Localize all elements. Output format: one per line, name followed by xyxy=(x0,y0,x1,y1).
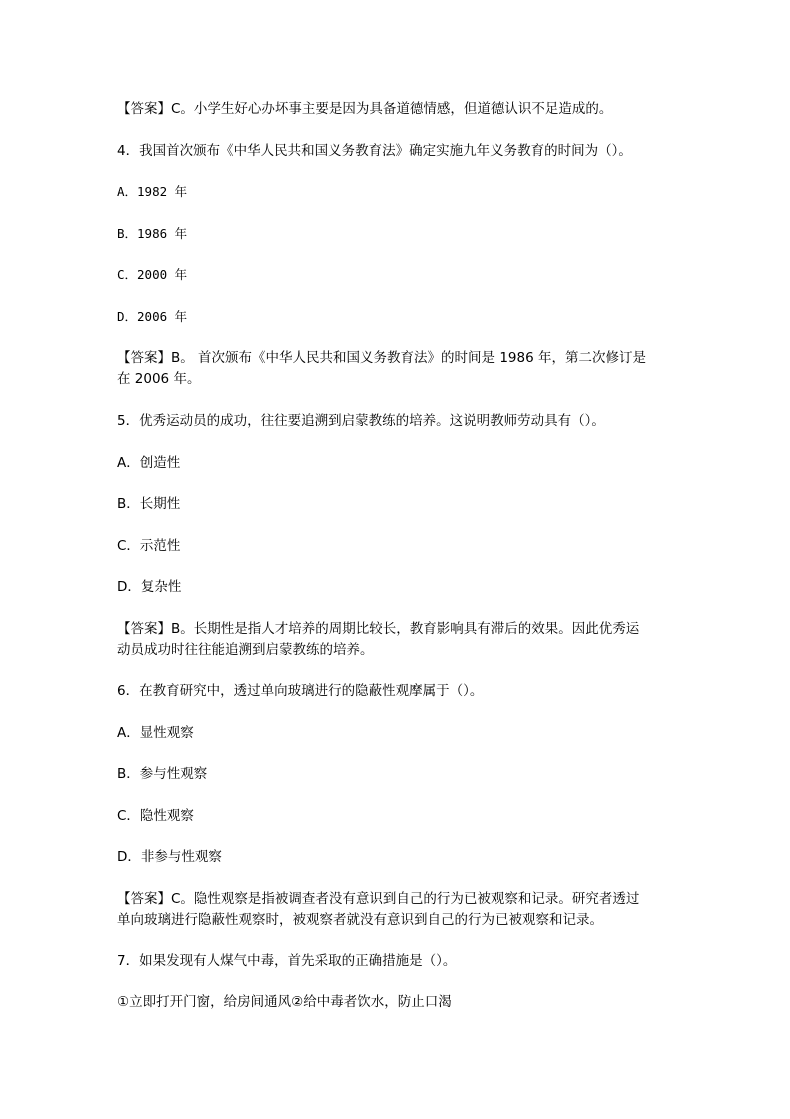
answer-line-q4: 【答案】B。 首次颁布《中华人民共和国义务教育法》的时间是 1986 年，第二次修订是 xyxy=(117,350,646,366)
question-5-option-d: D．复杂性 xyxy=(117,579,182,595)
question-6-text: 6．在教育研究中，透过单向玻璃进行的隐蔽性观摩属于（）。 xyxy=(117,683,484,699)
answer-line-q6: 【答案】C。隐性观察是指被调查者没有意识到自己的行为已被观察和记录。研究者透过 xyxy=(117,891,640,907)
question-4-option-a: A．1982 年 xyxy=(117,184,188,199)
question-5-option-a: A．创造性 xyxy=(117,455,181,471)
answer-line-q5-cont: 动员成功时往往能追溯到启蒙教练的培养。 xyxy=(117,642,374,658)
question-4-option-b: B．1986 年 xyxy=(117,226,188,241)
question-4-option-d: D．2006 年 xyxy=(117,309,188,324)
question-6-option-c: C．隐性观察 xyxy=(117,808,194,824)
answer-line-q4-cont: 在 2006 年。 xyxy=(117,371,201,387)
question-6-option-a: A．显性观察 xyxy=(117,725,194,741)
question-5-text: 5．优秀运动员的成功，往往要追溯到启蒙教练的培养。这说明教师劳动具有（）。 xyxy=(117,413,605,429)
question-7-statement: ①立即打开门窗，给房间通风②给中毒者饮水，防止口渴 xyxy=(117,994,452,1010)
question-4-option-c: C．2000 年 xyxy=(117,267,188,282)
answer-line-q3: 【答案】C。小学生好心办坏事主要是因为具备道德情感，但道德认识不足造成的。 xyxy=(117,101,613,117)
answer-line-q5: 【答案】B。长期性是指人才培养的周期比较长，教育影响具有滞后的效果。因此优秀运 xyxy=(117,621,640,637)
question-6-option-b: B．参与性观察 xyxy=(117,766,208,782)
answer-line-q6-cont: 单向玻璃进行隐蔽性观察时，被观察者就没有意识到自己的行为已被观察和记录。 xyxy=(117,912,603,928)
question-6-option-d: D．非参与性观察 xyxy=(117,849,222,865)
question-5-option-c: C．示范性 xyxy=(117,538,181,554)
question-4-text: 4．我国首次颁布《中华人民共和国义务教育法》确定实施九年义务教育的时间为（）。 xyxy=(117,143,632,159)
question-7-text: 7．如果发现有人煤气中毒，首先采取的正确措施是（）。 xyxy=(117,953,457,969)
question-5-option-b: B．长期性 xyxy=(117,496,181,512)
